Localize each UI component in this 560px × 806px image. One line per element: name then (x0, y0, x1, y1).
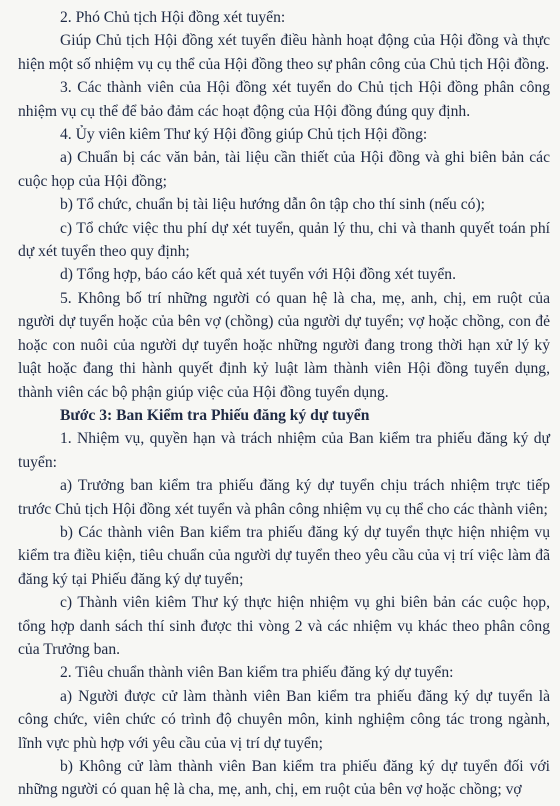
list-item-d: d) Tổng hợp, báo cáo kết quả xét tuyển với Hội đồng xét tuyển. (60, 266, 457, 284)
paragraph-vice-chair-duties: Giúp Chủ tịch Hội đồng xét tuyển điều hành hoạt động của Hội đồng và thực hiện một số nhiệm vụ cụ thể của Hội đồng theo sự phân công của Chủ tịch Hội đồng. (18, 32, 550, 73)
paragraph-vice-chair: 2. Phó Chủ tịch Hội đồng xét tuyển: (60, 9, 286, 26)
list-item-b: b) Tổ chức, chuẩn bị tài liệu hướng dẫn ôn tập cho thí sinh (nếu có); (60, 196, 485, 214)
list-item-a: a) Chuẩn bị các văn bản, tài liệu cần thiết của Hội đồng và ghi biên bản các cuộc họp của Hội đồng; (18, 149, 550, 190)
paragraph-secretary: 4. Ủy viên kiêm Thư ký Hội đồng giúp Chủ tịch Hội đồng: (60, 126, 428, 144)
paragraph-exclusions: 5. Không bố trí những người có quan hệ là cha, mẹ, anh, chị, em ruột của người dự tuyển hoặc của bên vợ (chồng) của người dự tuyển; vợ hoặc chồng, con đẻ hoặc con nuôi của người dự tuyển hoặc những người đang trong thời hạn xử lý kỷ luật hoặc đang thi hành quyết định kỷ luật làm thành viên Hội đồng tuyển dụng, thành viên các bộ phận giúp việc của Hội đồng tuyển dụng. (18, 289, 550, 401)
list-item-b: b) Các thành viên Ban kiểm tra phiếu đăng ký dự tuyển thực hiện nhiệm vụ kiểm tra điều kiện, tiêu chuẩn của người dự tuyển theo yêu cầu của vị trí việc làm đã đăng ký tại Phiếu đăng ký dự tuyển; (18, 523, 550, 588)
list-item-b: b) Không cử làm thành viên Ban kiểm tra phiếu đăng ký dự tuyển đối với những người có quan hệ là cha, mẹ, anh, chị, em ruột của bên vợ hoặc chồng; vợ (18, 758, 550, 799)
list-item-a: a) Trưởng ban kiểm tra phiếu đăng ký dự tuyển chịu trách nhiệm trực tiếp trước Chủ tịch Hội đồng xét tuyển và phân công nhiệm vụ cụ thể cho các thành viên; (18, 477, 550, 518)
list-item-c: c) Thành viên kiêm Thư ký thực hiện nhiệm vụ ghi biên bản các cuộc họp, tổng hợp danh sách thí sinh được thi vòng 2 và các nhiệm vụ khác theo phân công của Trưởng ban. (18, 594, 550, 658)
paragraph-board-criteria: 2. Tiêu chuẩn thành viên Ban kiểm tra phiếu đăng ký dự tuyển: (60, 664, 454, 682)
paragraph-members: 3. Các thành viên của Hội đồng xét tuyển do Chủ tịch Hội đồng phân công nhiệm vụ cụ thể để bảo đảm các hoạt động của Hội đồng đúng quy định. (18, 79, 550, 120)
paragraph-board-duties: 1. Nhiệm vụ, quyền hạn và trách nhiệm của Ban kiểm tra phiếu đăng ký dự tuyển: (18, 430, 550, 471)
list-item-a: a) Người được cử làm thành viên Ban kiểm tra phiếu đăng ký dự tuyển là công chức, viên chức có trình độ chuyên môn, kinh nghiệm công tác trong ngành, lĩnh vực phù hợp với yêu cầu của vị trí dự tuyển; (18, 687, 550, 752)
section-heading-step-3: Bước 3: Ban Kiểm tra Phiếu đăng ký dự tuyển (60, 406, 370, 424)
list-item-c: c) Tổ chức việc thu phí dự xét tuyển, quản lý thu, chi và thanh quyết toán phí dự xét tuyển theo quy định; (18, 219, 550, 261)
